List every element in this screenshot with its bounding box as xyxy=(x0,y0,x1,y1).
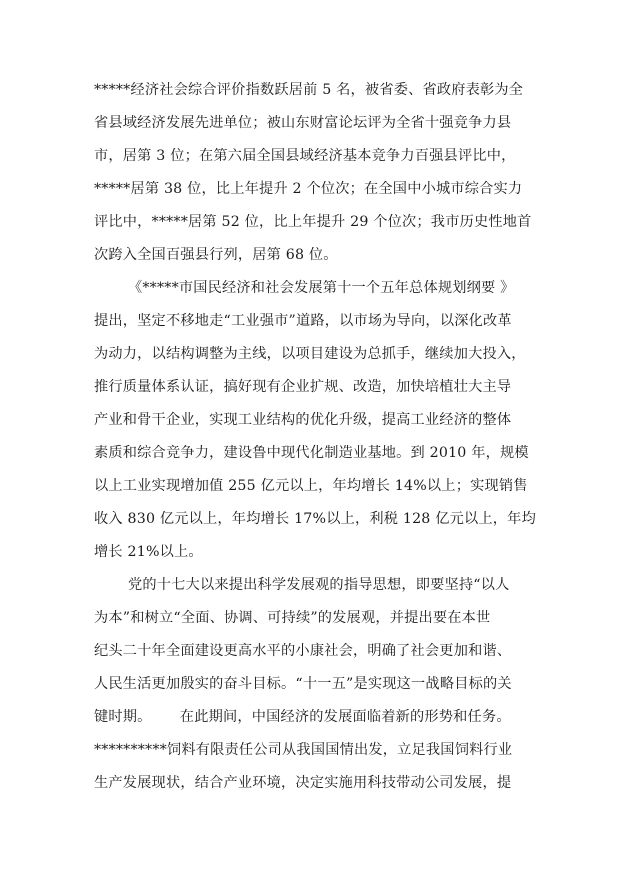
text-line: 素质和综合竞争力，建设鲁中现代化制造业基地。到 2010 年，规模 xyxy=(94,445,529,461)
text-line: 评比中，*****居第 52 位，比上年提升 29 个位次；我市历史性地首 xyxy=(94,214,532,230)
text-line: 党的十七大以来提出科学发展观的指导思想，即要坚持“以人 xyxy=(128,577,510,593)
text-line: 增长 21%以上。 xyxy=(94,544,203,560)
text-line: **********饲料有限责任公司从我国国情出发，立足我国饲料行业 xyxy=(94,742,513,758)
text-line: 《*****市国民经济和社会发展第十一个五年总体规划纲要 》 xyxy=(128,280,515,296)
text-line: 省县域经济发展先进单位；被山东财富论坛评为全省十强竞争力县 xyxy=(94,115,512,131)
text-line: 键时期。 在此期间，中国经济的发展面临着新的形势和任务。 xyxy=(94,709,511,725)
text-line: 以上工业实现增加值 255 亿元以上，年均增长 14%以上；实现销售 xyxy=(94,478,528,494)
text-line: 提出，坚定不移地走“工业强市”道路，以市场为导向，以深化改革 xyxy=(94,313,512,329)
text-line: 次跨入全国百强县行列，居第 68 位。 xyxy=(94,247,338,263)
text-line: 为动力，以结构调整为主线，以项目建设为总抓手，继续加大投入， xyxy=(94,346,526,362)
text-line: 推行质量体系认证，搞好现有企业扩规、改造，加快培植壮大主导 xyxy=(94,379,512,395)
text-line: *****居第 38 位，比上年提升 2 个位次；在全国中小城市综合实力 xyxy=(94,181,523,197)
text-line: 收入 830 亿元以上，年均增长 17%以上，利税 128 亿元以上，年均 xyxy=(94,511,536,527)
text-line: 为本”和树立“全面、协调、可持续”的发展观，并提出要在本世 xyxy=(94,610,491,626)
text-line: 产业和骨干企业，实现工业结构的优化升级，提高工业经济的整体 xyxy=(94,412,512,428)
text-line: 生产发展现状，结合产业环境，决定实施用科技带动公司发展，提 xyxy=(94,775,512,791)
text-line: *****经济社会综合评价指数跃居前 5 名，被省委、省政府表彰为全 xyxy=(94,82,524,98)
text-line: 人民生活更加殷实的奋斗目标。“十一五”是实现这一战略目标的关 xyxy=(94,676,512,692)
text-line: 纪头二十年全面建设更高水平的小康社会，明确了社会更加和谐、 xyxy=(94,643,512,659)
text-line: 市，居第 3 位；在第六届全国县域经济基本竞争力百强县评比中， xyxy=(94,148,516,164)
